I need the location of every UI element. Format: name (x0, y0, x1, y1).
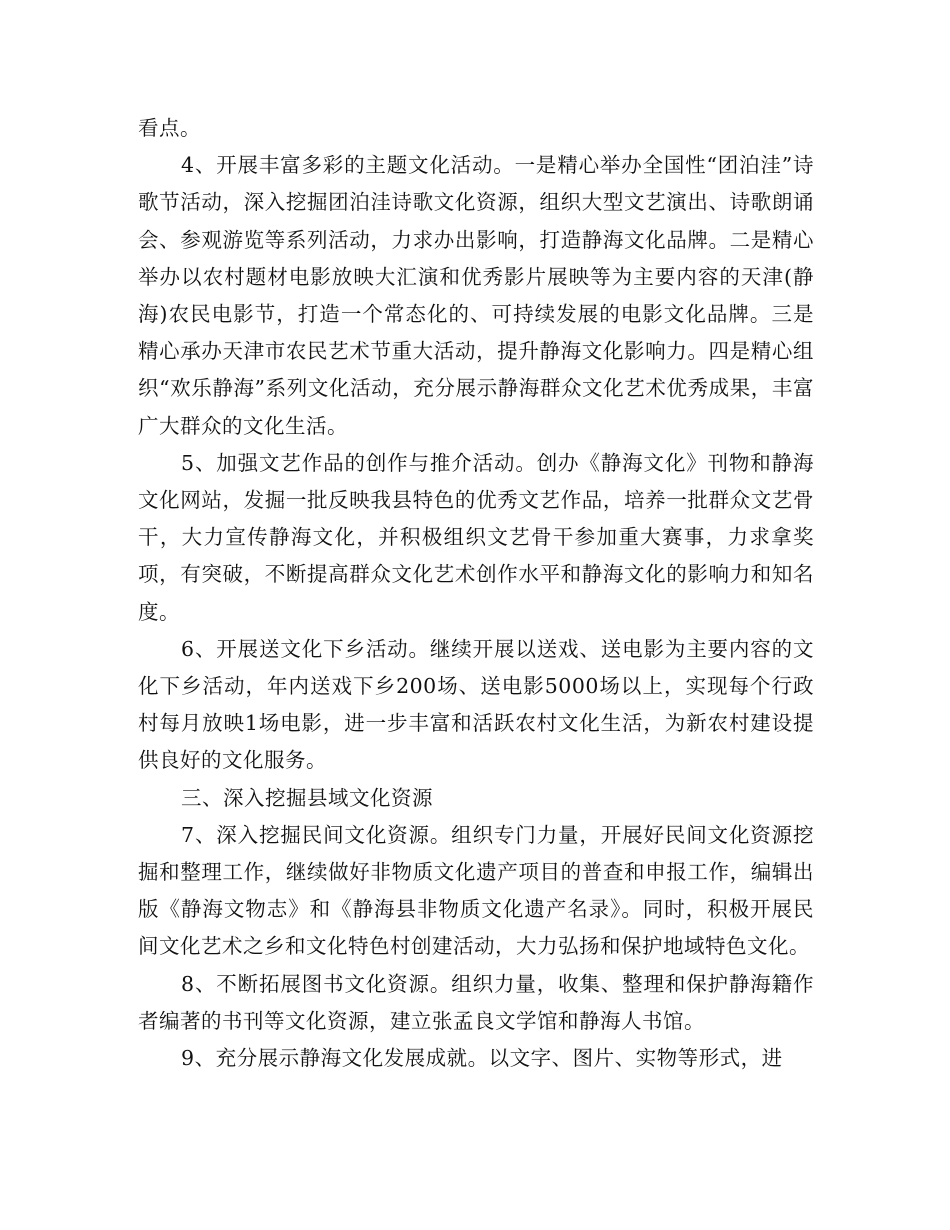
paragraph-item-7: 7、深入挖掘民间文化资源。组织专门力量，开展好民间文化资源挖掘和整理工作，继续做好非物质文化遗产项目的普查和申报工作，编辑出版《静海文物志》和《静海县非物质文化遗产名录》。同时，积极开展民间文化艺术之乡和文化特色村创建活动，大力弘扬和保护地域特色文化。 (138, 822, 814, 959)
paragraph-item-4: 4、开展丰富多彩的主题文化活动。一是精心举办全国性“团泊洼”诗歌节活动，深入挖掘团泊洼诗歌文化资源，组织大型文艺演出、诗歌朗诵会、参观游览等系列活动，力求办出影响，打造静海文化品牌。二是精心举办以农村题材电影放映大汇演和优秀影片展映等为主要内容的天津(静海)农民电影节，打造一个常态化的、可持续发展的电影文化品牌。三是精心承办天津市农民艺术节重大活动，提升静海文化影响力。四是精心组织“欢乐静海”系列文化活动，充分展示静海群众文化艺术优秀成果，丰富广大群众的文化生活。 (138, 153, 814, 438)
paragraph-item-9: 9、充分展示静海文化发展成就。以文字、图片、实物等形式，进 (181, 1046, 783, 1071)
paragraph-item-8: 8、不断拓展图书文化资源。组织力量，收集、整理和保护静海籍作者编著的书刊等文化资源，建立张孟良文学馆和静海人书馆。 (138, 971, 814, 1033)
paragraph-item-5: 5、加强文艺作品的创作与推介活动。创办《静海文化》刊物和静海文化网站，发掘一批反映我县特色的优秀文艺作品，培养一批群众文艺骨干，大力宣传静海文化，并积极组织文艺骨干参加重大赛事，力求拿奖项，有突破，不断提高群众文化艺术创作水平和静海文化的影响力和知名度。 (138, 450, 814, 624)
paragraph-continuation: 看点。 (138, 116, 201, 140)
section-heading-3: 三、深入挖掘县域文化资源 (181, 785, 434, 810)
document-page (138, 110, 814, 1077)
paragraph-item-6: 6、开展送文化下乡活动。继续开展以送戏、送电影为主要内容的文化下乡活动，年内送戏下乡200场、送电影5000场以上，实现每个行政村每月放映1场电影，进一步丰富和活跃农村文化生活，为新农村建设提供良好的文化服务。 (138, 636, 814, 773)
